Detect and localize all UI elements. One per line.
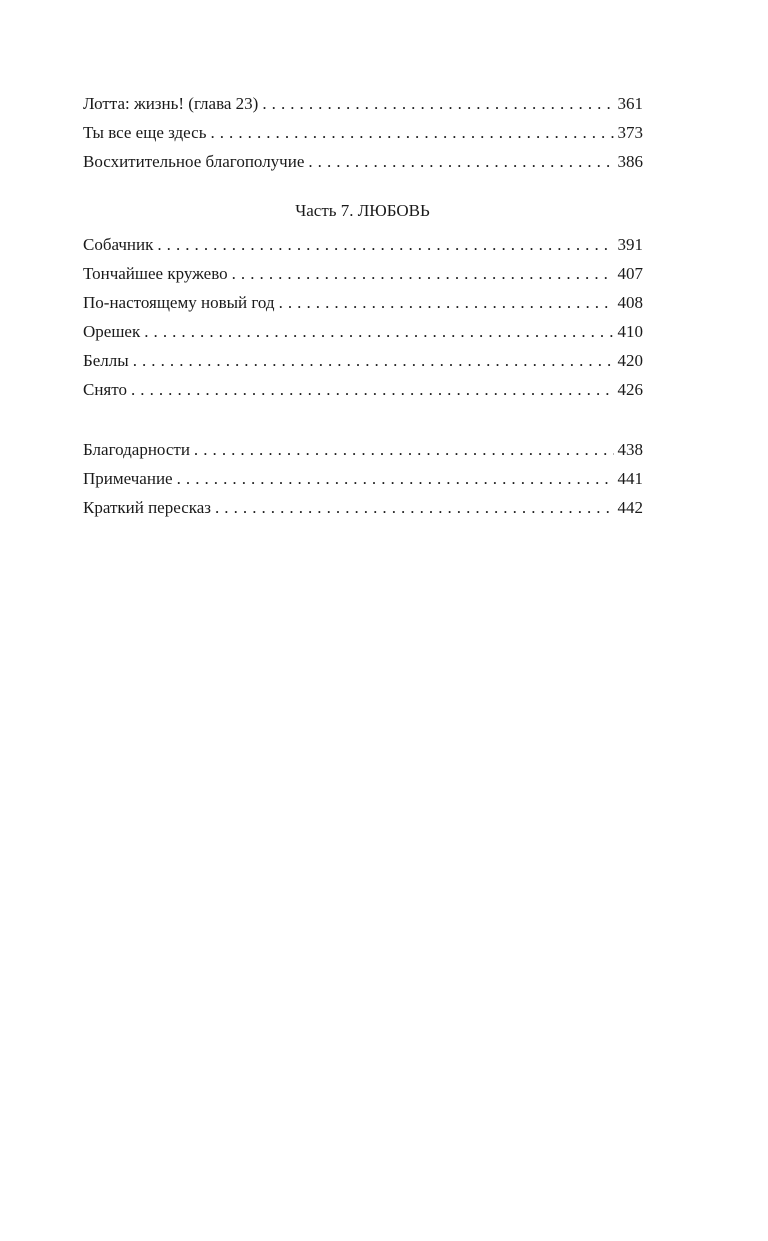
toc-entry-title: Снято	[83, 380, 127, 399]
toc-entry-title: Примечание	[83, 469, 173, 488]
toc-entry-title: Орешек	[83, 322, 141, 341]
toc-entry-title: Тончайшее кружево	[83, 264, 228, 283]
toc-entry-page: 442	[617, 498, 643, 517]
toc-entry-title: Восхитительное благополучие	[83, 152, 305, 171]
dot-leader	[215, 496, 614, 520]
dot-leader	[144, 320, 613, 344]
toc-entry[interactable]	[83, 262, 643, 291]
toc-entry-title: Благодарности	[83, 440, 190, 459]
toc-entry-title: Беллы	[83, 351, 129, 370]
toc-entry-page: 410	[617, 322, 643, 341]
dot-leader	[131, 378, 614, 402]
toc-entry-page: 426	[617, 380, 643, 399]
part-heading: Часть 7. ЛЮБОВЬ	[295, 201, 430, 220]
toc-entry[interactable]	[83, 438, 643, 467]
dot-leader	[133, 349, 614, 373]
dot-leader	[262, 92, 613, 116]
toc-entry-page: 420	[617, 351, 643, 370]
toc-entry[interactable]	[83, 378, 643, 407]
toc-entry[interactable]	[83, 496, 643, 525]
toc-entry-page: 373	[617, 123, 643, 142]
dot-leader	[194, 438, 614, 462]
toc-entry[interactable]	[83, 92, 643, 121]
dot-leader	[279, 291, 614, 315]
toc-entry[interactable]	[83, 150, 643, 179]
back-matter-list	[83, 438, 643, 525]
toc-entry[interactable]	[83, 291, 643, 320]
toc-entry-page: 441	[617, 469, 643, 488]
toc-continued-list	[83, 92, 643, 179]
part-7-entries	[83, 233, 643, 407]
toc-entry-page: 407	[617, 264, 643, 283]
toc-entry-title: Краткий пересказ	[83, 498, 211, 517]
toc-entry-title: Лотта: жизнь! (глава 23)	[83, 94, 259, 113]
toc-entry-page: 438	[617, 440, 643, 459]
dot-leader	[232, 262, 614, 286]
toc-entry-page: 386	[617, 152, 643, 171]
dot-leader	[177, 467, 614, 491]
toc-entry-title: Собачник	[83, 235, 154, 254]
dot-leader	[210, 121, 613, 145]
toc-entry-title: По-настоящему новый год	[83, 293, 275, 312]
dot-leader	[157, 233, 613, 257]
toc-entry-page: 391	[617, 235, 643, 254]
toc-entry[interactable]	[83, 467, 643, 496]
toc-entry[interactable]	[83, 349, 643, 378]
toc-entry[interactable]	[83, 320, 643, 349]
toc-entry-page: 361	[617, 94, 643, 113]
toc-entry-title: Ты все еще здесь	[83, 123, 207, 142]
toc-entry[interactable]	[83, 233, 643, 262]
toc-entry[interactable]	[83, 121, 643, 150]
toc-entry-page: 408	[617, 293, 643, 312]
dot-leader	[308, 150, 613, 174]
